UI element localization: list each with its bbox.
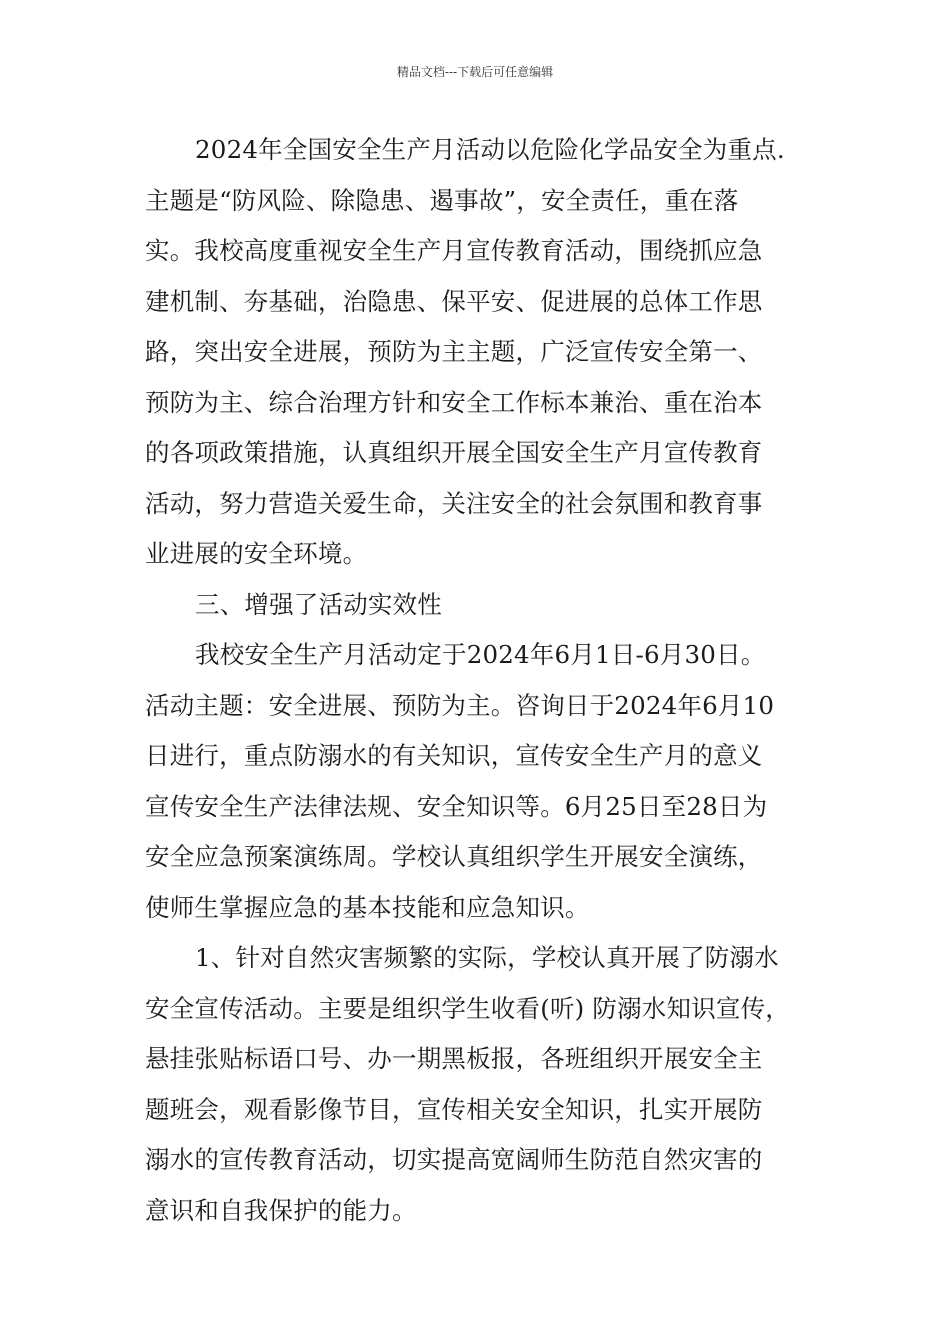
text-line-14: 宣传安全生产法律法规、安全知识等。6月25日至28日为 (145, 791, 768, 821)
text-line-20: 题班会，观看影像节目，宣传相关安全知识，扎实开展防 (145, 1094, 763, 1124)
text-line-18: 安全宣传活动。主要是组织学生收看(听) 防溺水知识宣传， (145, 993, 791, 1023)
text-line-1: 2024年全国安全生产月活动以危险化学品安全为重点. (195, 135, 785, 164)
text-line-7: 的各项政策措施，认真组织开展全国安全生产月宣传教育 (145, 438, 763, 467)
text-line-3: 实。我校高度重视安全生产月宣传教育活动，围绕抓应急 (145, 236, 763, 265)
text-line-12: 活动主题：安全进展、预防为主。咨询日于2024年6月10 (145, 690, 775, 720)
page-header: 精品文档---下载后可任意编辑 (396, 65, 554, 79)
text-line-21: 溺水的宣传教育活动，切实提高宽阔师生防范自然灾害的 (145, 1145, 763, 1174)
document-body (145, 130, 810, 1241)
section-heading: 三、增强了活动实效性 (195, 589, 442, 619)
text-line-9: 业进展的安全环境。 (145, 539, 368, 568)
text-line-22: 意识和自我保护的能力。 (145, 1195, 417, 1225)
text-line-19: 悬挂张贴标语口号、办一期黑板报，各班组织开展安全主 (145, 1044, 763, 1073)
text-line-13: 日进行，重点防溺水的有关知识，宣传安全生产月的意义 (145, 741, 763, 770)
text-line-2: 主题是“防风险、除隐患、遏事故”，安全责任，重在落 (145, 185, 739, 215)
text-line-15: 安全应急预案演练周。学校认真组织学生开展安全演练， (145, 842, 763, 871)
text-line-8: 活动，努力营造关爱生命，关注安全的社会氛围和教育事 (145, 488, 763, 518)
text-line-6: 预防为主、综合治理方针和安全工作标本兼治、重在治本 (145, 387, 763, 417)
text-line-17: 1、针对自然灾害频繁的实际，学校认真开展了防溺水 (195, 943, 779, 972)
text-line-5: 路，突出安全进展，预防为主主题，广泛宣传安全第一、 (145, 337, 763, 366)
text-line-4: 建机制、夯基础，治隐患、保平安、促进展的总体工作思 (145, 286, 763, 316)
text-line-11: 我校安全生产月活动定于2024年6月1日-6月30日。 (195, 640, 766, 669)
text-line-16: 使师生掌握应急的基本技能和应急知识。 (145, 892, 590, 922)
